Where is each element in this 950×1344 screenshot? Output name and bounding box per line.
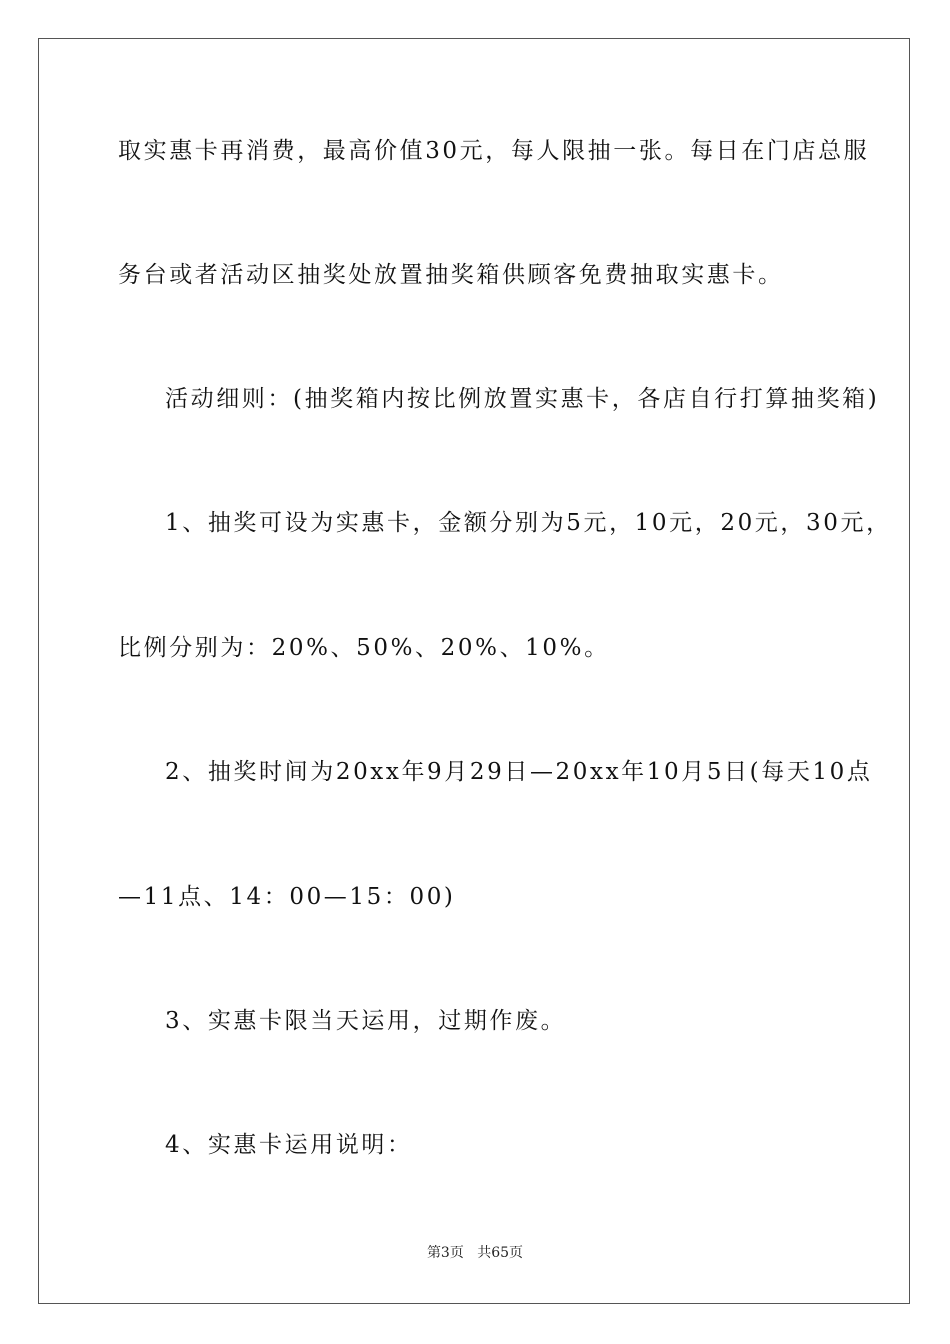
paragraph-line: 活动细则：(抽奖箱内按比例放置实惠卡，各店自行打算抽奖箱) <box>165 386 880 412</box>
paragraph-line: —11点、14：00—15：00) <box>118 884 456 910</box>
paragraph-line: 3、实惠卡限当天运用，过期作废。 <box>165 1008 567 1034</box>
paragraph-line: 4、实惠卡运用说明： <box>165 1132 413 1158</box>
page-number: 第3页 <box>426 1245 464 1261</box>
paragraph-line: 比例分别为：20%、50%、20%、10%。 <box>118 635 610 661</box>
document-page <box>38 38 910 1304</box>
paragraph-line: 务台或者活动区抽奖处放置抽奖箱供顾客免费抽取实惠卡。 <box>118 262 784 288</box>
paragraph-line: 2、抽奖时间为20xx年9月29日—20xx年10月5日(每天10点 <box>165 759 873 785</box>
page-footer <box>39 1243 911 1263</box>
paragraph-line: 1、抽奖可设为实惠卡，金额分别为5元，10元，20元，30元， <box>165 510 892 536</box>
paragraph-line: 取实惠卡再消费，最高价值30元，每人限抽一张。每日在门店总服 <box>118 138 870 164</box>
page-total: 共65页 <box>477 1245 524 1261</box>
